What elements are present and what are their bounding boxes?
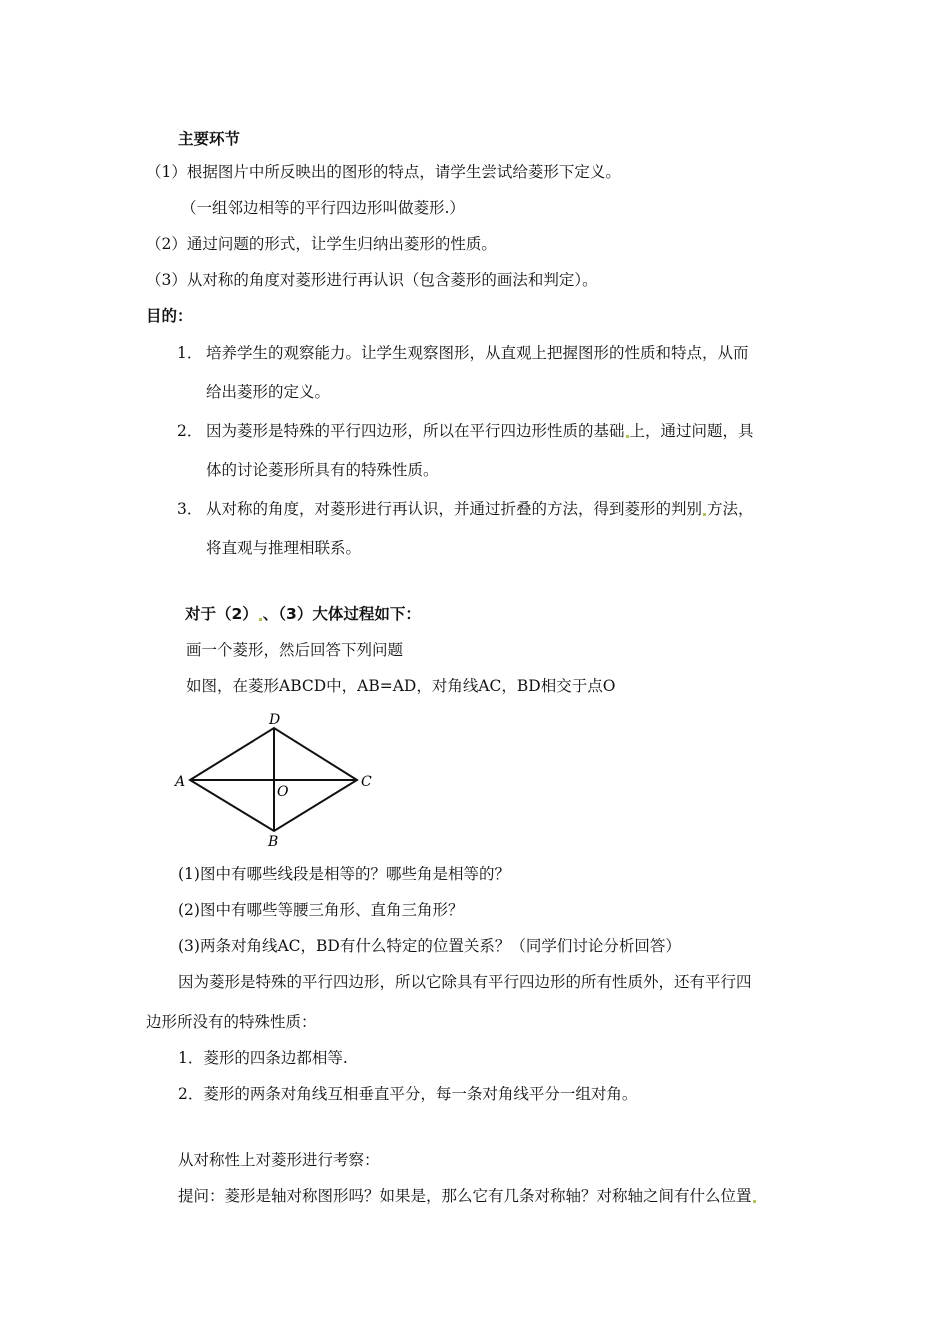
stray-mark [753,1200,756,1203]
purpose-1-number: 1． [177,344,203,362]
section-title: 主要环节 [178,130,241,148]
stray-mark [703,513,706,516]
purpose-3-number: 3． [177,500,203,518]
label-a: A [175,774,186,790]
purpose-3-line2: 将直观与推理相联系。 [206,539,362,557]
label-c: C [361,774,372,790]
purpose-3-line1: 从对称的角度，对菱形进行再认识，并通过折叠的方法，得到菱形的判别 方法， [206,500,754,518]
process-title: 对于（2） 、（3）大体过程如下： [185,605,421,623]
property-1: 1．菱形的四条边都相等. [178,1049,348,1067]
purpose-2-number: 2． [177,422,203,440]
figure-intro: 如图，在菱形ABCD中，AB=AD，对角线AC，BD相交于点O [186,677,616,695]
draw-instruction: 画一个菱形，然后回答下列问题 [186,641,404,659]
question-3: (3)两条对角线AC，BD有什么特定的位置关系？（同学们讨论分析回答） [178,937,681,955]
step-3: （3）从对称的角度对菱形进行再认识（包含菱形的画法和判定）。 [146,271,598,289]
purpose-1-line1: 培养学生的观察能力。让学生观察图形，从直观上把握图形的性质和特点，从而 [206,344,749,362]
purpose-1-line2: 给出菱形的定义。 [206,383,331,401]
label-b: B [268,834,279,848]
property-2: 2．菱形的两条对角线互相垂直平分，每一条对角线平分一组对角。 [178,1085,638,1103]
purpose-2-line2: 体的讨论菱形所具有的特殊性质。 [206,461,439,479]
step-2: （2）通过问题的形式，让学生归纳出菱形的性质。 [146,235,497,253]
symmetry-title: 从对称性上对菱形进行考察： [178,1151,380,1169]
definition-note: （一组邻边相等的平行四边形叫做菱形.） [181,199,465,217]
question-1: (1)图中有哪些线段是相等的？哪些角是相等的？ [178,865,510,883]
paragraph-line2: 边形所没有的特殊性质： [146,1013,317,1031]
final-question: 提问：菱形是轴对称图形吗？如果是，那么它有几条对称轴？对称轴之间有什么位置 [178,1186,757,1206]
stray-mark [626,435,629,438]
paragraph-line1: 因为菱形是特殊的平行四边形，所以它除具有平行四边形的所有性质外，还有平行四 [178,973,752,991]
purpose-2-line1: 因为菱形是特殊的平行四边形，所以在平行四边形性质的基础 上，通过问题，具 [206,422,754,440]
question-2: (2)图中有哪些等腰三角形、直角三角形？ [178,901,464,919]
purpose-title: 目的： [146,307,193,325]
step-1: （1）根据图片中所反映出的图形的特点，请学生尝试给菱形下定义。 [146,163,621,181]
rhombus-figure [170,708,380,848]
label-d: D [269,712,281,728]
label-o: O [277,784,289,800]
stray-mark [259,618,262,621]
